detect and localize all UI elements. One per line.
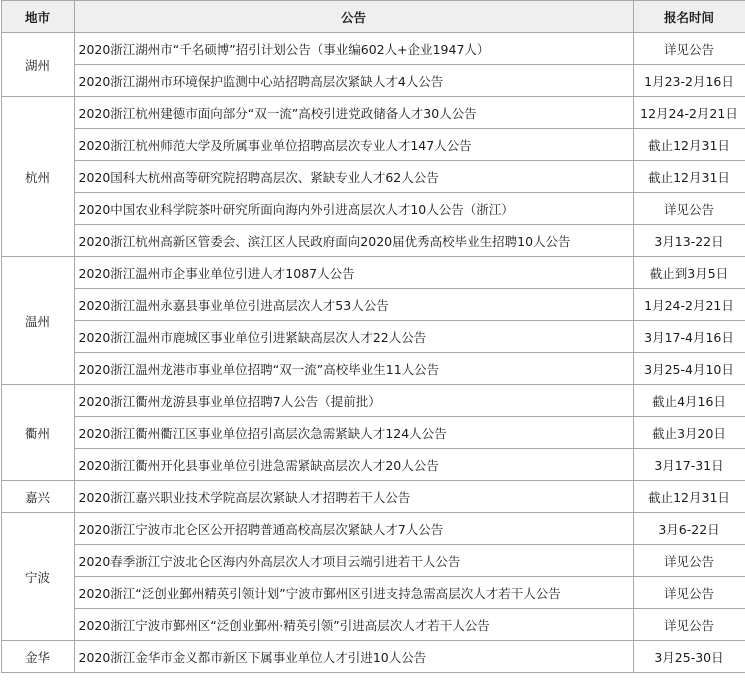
registration-time-cell: 1月24-2月21日 [633,289,745,321]
registration-time-cell: 3月17-31日 [633,449,745,481]
table-row [1,353,745,385]
header-row [1,1,745,33]
registration-time-cell: 截止12月31日 [633,481,745,513]
registration-time-cell: 详见公告 [633,609,745,641]
announcement-cell: 2020浙江湖州市“千名硕博”招引计划公告（事业编602人+企业1947人） [74,33,633,65]
registration-time-cell: 3月13-22日 [633,225,745,257]
announcement-cell: 2020浙江嘉兴职业技术学院高层次紧缺人才招聘若干人公告 [74,481,633,513]
registration-time-cell: 详见公告 [633,577,745,609]
announcement-cell: 2020浙江温州市企事业单位引进人才1087人公告 [74,257,633,289]
table-row [1,161,745,193]
table-row [1,129,745,161]
table-row [1,193,745,225]
city-cell: 杭州 [1,97,74,257]
table-row [1,641,745,673]
table-row [1,577,745,609]
announcement-cell: 2020国科大杭州高等研究院招聘高层次、紧缺专业人才62人公告 [74,161,633,193]
registration-time-cell: 3月25-4月10日 [633,353,745,385]
header-registration-time: 报名时间 [633,1,745,33]
table-row [1,257,745,289]
header-city: 地市 [1,1,74,33]
registration-time-cell: 详见公告 [633,193,745,225]
announcement-cell: 2020浙江“泛创业鄞州精英引领计划”宁波市鄞州区引进支持急需高层次人才若干人公告 [74,577,633,609]
registration-time-cell: 1月23-2月16日 [633,65,745,97]
table-row [1,33,745,65]
city-cell: 嘉兴 [1,481,74,513]
table-row [1,545,745,577]
table-row [1,449,745,481]
registration-time-cell: 详见公告 [633,33,745,65]
table-row [1,289,745,321]
table-row [1,225,745,257]
registration-time-cell: 3月6-22日 [633,513,745,545]
table-row [1,513,745,545]
city-cell: 衢州 [1,385,74,481]
city-cell: 金华 [1,641,74,673]
announcement-cell: 2020浙江宁波市鄞州区“泛创业鄞州·精英引领”引进高层次人才若干人公告 [74,609,633,641]
header-announcement: 公告 [74,1,633,33]
announcement-cell: 2020浙江湖州市环境保护监测中心站招聘高层次紧缺人才4人公告 [74,65,633,97]
announcement-cell: 2020春季浙江宁波北仑区海内外高层次人才项目云端引进若干人公告 [74,545,633,577]
announcement-cell: 2020浙江杭州师范大学及所属事业单位招聘高层次专业人才147人公告 [74,129,633,161]
announcement-cell: 2020浙江杭州高新区管委会、滨江区人民政府面向2020届优秀高校毕业生招聘10人公告 [74,225,633,257]
table-row [1,609,745,641]
announcement-cell: 2020中国农业科学院茶叶研究所面向海内外引进高层次人才10人公告（浙江） [74,193,633,225]
table-row [1,385,745,417]
announcement-cell: 2020浙江衢州衢江区事业单位招引高层次急需紧缺人才124人公告 [74,417,633,449]
city-cell: 湖州 [1,33,74,97]
table-row [1,417,745,449]
announcement-cell: 2020浙江温州市鹿城区事业单位引进紧缺高层次人才22人公告 [74,321,633,353]
city-cell: 宁波 [1,513,74,641]
announcement-cell: 2020浙江宁波市北仑区公开招聘普通高校高层次紧缺人才7人公告 [74,513,633,545]
table-row [1,97,745,129]
registration-time-cell: 截止4月16日 [633,385,745,417]
announcement-cell: 2020浙江温州永嘉县事业单位引进高层次人才53人公告 [74,289,633,321]
announcement-cell: 2020浙江金华市金义都市新区下属事业单位人才引进10人公告 [74,641,633,673]
announcement-cell: 2020浙江衢州开化县事业单位引进急需紧缺高层次人才20人公告 [74,449,633,481]
table-row [1,481,745,513]
table-body [1,33,745,673]
registration-time-cell: 截止到3月5日 [633,257,745,289]
announcement-cell: 2020浙江温州龙港市事业单位招聘“双一流”高校毕业生11人公告 [74,353,633,385]
recruitment-table [1,0,745,673]
table-row [1,65,745,97]
registration-time-cell: 3月17-4月16日 [633,321,745,353]
table-row [1,321,745,353]
announcement-cell: 2020浙江杭州建德市面向部分“双一流”高校引进党政储备人才30人公告 [74,97,633,129]
announcement-cell: 2020浙江衢州龙游县事业单位招聘7人公告（提前批） [74,385,633,417]
registration-time-cell: 截止12月31日 [633,161,745,193]
registration-time-cell: 截止3月20日 [633,417,745,449]
registration-time-cell: 详见公告 [633,545,745,577]
city-cell: 温州 [1,257,74,385]
registration-time-cell: 12月24-2月21日 [633,97,745,129]
registration-time-cell: 截止12月31日 [633,129,745,161]
registration-time-cell: 3月25-30日 [633,641,745,673]
